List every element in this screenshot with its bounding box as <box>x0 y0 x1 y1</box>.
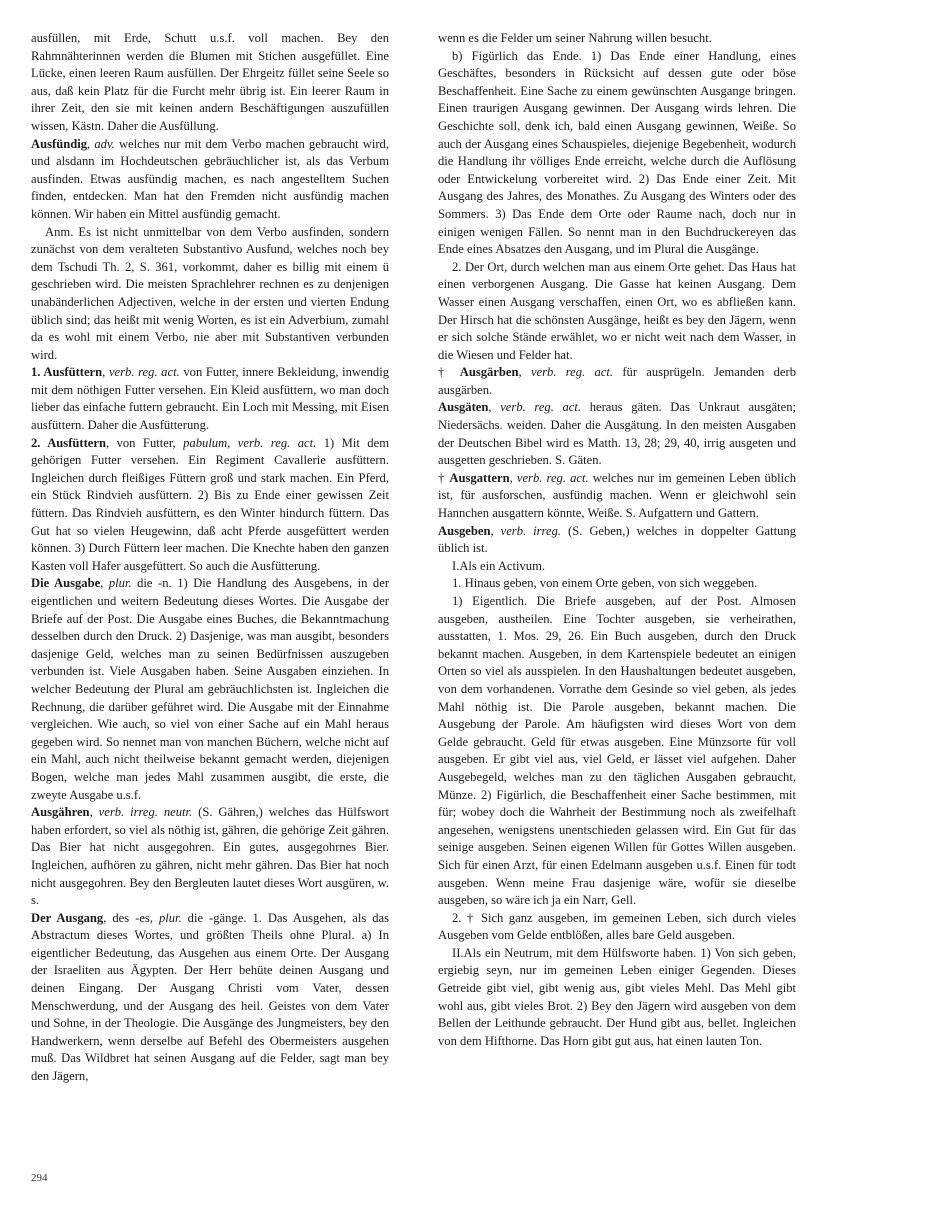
ausgang-sense-2: 2. Der Ort, durch welchen man aus einem Orte gehet. Das Haus hat einen verborgenen Ausgang. Die Gasse hat keinen Ausgang. Dem Wasser einen Ausgang verschaffen, einen Ort, wo es abfließen kann. Der Hirsch hat die schönsten Ausgänge, heißt es bey den Jägern, wenn er sich solche Stände erwählet, wo er nicht weit nach dem Wasser, in die Wiesen und Felder hat. <box>438 259 796 362</box>
entry-prefix: , <box>100 576 109 591</box>
headword: Ausgäten <box>438 400 489 415</box>
ausgeben-sense-1-detail: 1) Eigentlich. Die Briefe ausgeben, auf der Post. Almosen ausgeben, austheilen. Eine Tochter ausgeben, sie verheirathen, ausstatten, 1. Mos. 29, 26. Ein Buch ausgeben, durch den Druck bekannt machen. Ausgeben, in dem Kartenspiele bedeutet an einigen Orten so viel als ausspielen. In den Haushaltungen bedeutet ausgeben, von dem vorhandenen. Vorrathe dem Gesinde so viel geben, als jedes Mahl nöthig ist. Die Parole ausgeben, bekannt machen. Die Ausgebung der Parole. Am häufigsten wird dieses Wort von dem Gelde gebraucht. Geld für etwas ausgeben. Eine Münzsorte für voll ausgeben. Er gibt viel aus, viel Geld, er lässet viel aufgehen. Daher Ausgebegeld, welches man zu den täglichen Ausgaben gebraucht, Münze. 2) Figürlich, die Beschaffenheit einer Sache bestimmen, mit für; wobey doch die Wahrheit der Bestimmung noch als zweifelhaft angesehen, wenigstens unentschieden gelassen wird. Ein Gut für das seinige ausgeben. Seinen eigenen Willen für Gottes Willen ausgeben. Sich für einen Arzt, für einen Edelmann ausgeben u.s.f. Einen für todt ausgeben. Wenn meine Frau dasjenige wäre, wofür sie dieselbe ausgeben, so wäre ich ja ein Narr, Gell. <box>438 594 796 908</box>
headword: 1. Ausfüttern <box>31 365 103 380</box>
grammar-label: plur. <box>158 910 182 925</box>
entry-ausgaehren <box>31 804 389 910</box>
entry-body: 1) Mit dem gehörigen Futter versehen. Ein Regiment Cavallerie ausfüttern. Ingleichen durch fleißiges Füttern groß und stark machen. Ein Pferd, ein Stück Rindvieh ausfüttern. 2) Bis zu Ende einer gewissen Zeit füttern. Das Rindvieh ausfüttern, es den Winter hindurch füttern. Das Gut hat so vielen Heugewinn, daß acht Pferde ausgefüttert werden können. 3) Durch Füttern leer machen. Die Knechte haben den ganzen Kasten voll Hafer ausgefüttert. So auch die Ausfütterung. <box>31 435 389 573</box>
ausgeben-sense-1: 1. Hinaus geben, von einem Orte geben, von sich weggeben. <box>452 576 758 591</box>
headword: Ausgattern <box>449 470 510 485</box>
entry-body: (S. Geben,) welches in doppelter Gattung üblich ist. <box>438 523 797 556</box>
entry-ausgeben <box>438 523 796 558</box>
ausgeben-sense-2: 2. † Sich ganz ausgeben, im gemeinen Leben, sich durch vieles Ausgeben vom Gelde entblößen, alles bare Geld ausgeben. <box>438 910 796 943</box>
headword: Ausgähren <box>31 805 90 820</box>
grammar-label: plur. <box>108 576 132 591</box>
entry-ausgabe <box>31 575 389 804</box>
entry-prefix: , <box>509 470 517 485</box>
grammar-label: verb. reg. act. <box>530 365 614 380</box>
entry-prefix: , von Futter, <box>105 435 184 450</box>
grammar-label: verb. reg. act. <box>516 470 589 485</box>
entry-ausgattern <box>438 470 796 523</box>
page-number: 294 <box>31 1172 48 1184</box>
grammar-label: verb. irreg. <box>500 523 562 538</box>
entry-ausfuettern-2 <box>31 435 389 576</box>
ausgang-sense-b: b) Figürlich das Ende. 1) Das Ende einer Handlung, eines Geschäftes, besonders in Rücksicht auf dessen gute oder böse Beschaffenheit. Eine Sache zu einem gewünschten Ausgange bringen. Einen traurigen Ausgang gewinnen. Der Ausgang wirds lehren. Die Geschichte soll, denk ich, bald einen Ausgang gewinnen, Weiße. So auch der Ausgang eines Schauspieles, diejenige Begebenheit, wodurch die Handlung ihr völliges Ende erreicht, welche durch die Auflösung oder Entwickelung vorbereitet wird. 2) Das Ende einer Zeit. Mit Ausgang des Jahres, des Monathes. Zu Ausgang des Winters oder des Sommers. 3) Das Ende dem Orte oder Raume nach, doch nur in einigen wenigen Fällen. So nennt man in den Buchdruckereyen das Ende eines Absatzes den Ausgang, und im Plural die Ausgänge. <box>438 48 796 257</box>
dagger-mark: † <box>438 470 450 485</box>
entry-body: welches nur im gemeinen Leben üblich ist, für ausforschen, ausfündig machen. Wenn er gleichwohl sein Hannchen ausgattern könnte, Weiße. S. Aufgattern und Gattern. <box>438 470 797 521</box>
entry-body: für ausprügeln. Jemanden derb ausgärben. <box>438 365 797 397</box>
entry-ausfuettern-1: 1. Ausfüttern, verb. reg. act. von Futter, innere Bekleidung, inwendig mit dem nöthigen Futter versehen. Ein Kleid ausfüttern, wo man doch lieber das einfache futtern gebraucht. Ein Loch mit Messing, mit Eisen ausfüttern. Daher die Ausfütterung. <box>31 365 390 433</box>
grammar-label: pabulum, verb. reg. act. <box>183 435 317 450</box>
entry-prefix: , <box>490 523 501 538</box>
note-anm: Anm. Es ist nicht unmittelbar von dem Verbo ausfinden, sondern zunächst von dem veralteten Substantivo Ausfund, welches noch bey dem Tschudi Th. 2, S. 361, vorkommt, daher es billig mit einem ü geschrieben wird. Die meisten Sprachlehrer rechnen es zu denjenigen unabänderlichen Adjectiven, welche in der ersten und vierten Endung üblich sind; das heißt mit wenig Worten, es ist ein Adverbium, zumahl da es wohl mit einem Verbo, nie aber mit Substantiven verbunden wird. <box>31 224 389 362</box>
entry-prefix: , <box>89 805 99 820</box>
headword: Ausgärben <box>459 365 519 380</box>
dagger-mark: † <box>438 365 460 380</box>
continued-entry-ausfuellen: ausfüllen, mit Erde, Schutt u.s.f. voll machen. Bey den Rahmnähterinnen werden die Blumen mit Stichen ausgefüllet. Eine Lücke, einen leeren Raum ausfüllen. Der Ehrgeitz füllet seine Seele so aus, daß kein Platz für die Furcht mehr übrig ist. Ein leerer Raum in ihrer Zeit, den sie mit keinen andern Beschäftigungen auszufüllen wissen, Kästn. Daher die Ausfüllung. <box>31 31 389 133</box>
entry-body: welches nur mit dem Verbo machen gebraucht wird, und alsdann im Hochdeutschen gebräuchlicher ist, als das Verbum ausfinden. Etwas ausfündig machen, es nach angestelltem Suchen finden, entdecken. Man hat den Fremden nicht ausfündig machen können. Wir haben ein Mittel ausfündig gemacht. <box>31 136 389 221</box>
headword: Der Ausgang <box>31 910 104 925</box>
entry-prefix: , <box>488 400 501 415</box>
headword: 2. Ausfüttern <box>31 435 106 450</box>
entry-body: heraus gäten. Das Unkraut ausgäten; Niedersächs. weiden. Daher die Ausgätung. In den meisten Ausgaben der Deutschen Bibel wird es Matth. 13, 28; 29, 40, irrig ausgeten und ausgetten geschrieben. S. Gäten. <box>438 400 797 468</box>
grammar-label: verb. reg. act. <box>108 365 180 380</box>
entry-ausgaeten <box>438 399 796 469</box>
headword: Ausfündig <box>31 136 88 151</box>
headword: Die Ausgabe <box>31 576 101 591</box>
continued-entry-ausgang: wenn es die Felder um seiner Nahrung willen besucht. <box>438 31 712 45</box>
entry-ausfuendig: Ausfündig, adv. welches nur mit dem Verbo machen gebraucht wird, und alsdann im Hochdeutschen gebräuchlicher ist, als das Verbum ausfinden. Etwas ausfündig machen, es nach angestelltem Suchen finden, entdecken. Man hat den Fremden nicht ausfündig machen können. Wir haben ein Mittel ausfündig gemacht. <box>31 136 389 221</box>
entry-body: (S. Gähren,) welches das Hülfswort haben erfordert, so viel als nöthig ist, gähren, die gehörige Zeit gähren. Das Bier hat nicht ausgegohren. Ein gutes, ausgegohrnes Bier. Ingleichen, aufhören zu gähren, nicht mehr gähren. Das Bier hat noch nicht ausgegohren. Bey den Bergleuten lautet dieses Wort ausgüren, w. s. <box>31 805 389 908</box>
grammar-label: verb. reg. act. <box>500 400 582 415</box>
entry-prefix: , <box>518 365 531 380</box>
entry-body: die -n. 1) Die Handlung des Ausgebens, in der eigentlichen und weitern Bedeutung dieses Wortes. Die Ausgabe der Briefe auf der Post. Die Ausgabe eines Buches, die Bekanntmachung desselben durch den Druck. 2) Dasjenige, was man ausgibt, besonders dasjenige Geld, welches man zu seinen Bedürfnissen auszugeben verbunden ist. Viele Ausgaben haben. Seine Ausgaben einziehen. In welcher Bedeutung der Plural am gebräuchlichsten ist. Ingleichen die Rechnung, die darüber geführet wird. Die Ausgabe mit der Einnahme vergleichen. Wie auch, so viel von einer Sache auf ein Mahl heraus gegeben wird. So nennet man von manchen Büchern, welche nicht auf ein Mahl, auch nicht theilweise bekannt gemacht werden, diejenigen Bogen, welche man jedes Mahl zusammen ausgibt, die erste, die zweyte Ausgabe u.s.f. <box>31 576 390 802</box>
grammar-label: verb. irreg. neutr. <box>98 805 193 820</box>
entry-ausgaerben <box>438 364 796 399</box>
grammar-label: adv. <box>94 136 115 151</box>
entry-body: die -gänge. 1. Das Ausgehen, als das Abstractum dieses Wortes, und größten Theils ohne Plural. a) In eigentlicher Bedeutung, das Ausgehen aus einem Orte. Der Ausgang der Israeliten aus Ägypten. Der Herr behüte deinen Ausgang und deinen Eingang. Der Ausgang Christi vom Vater, dessen Menschwerdung, und der Ausgang des heil. Geistes von dem Vater und Sohne, in der Theologie. Die Ausgänge des Jungmeisters, bey den Handwerkern, wenn derselbe auf Befehl des Obermeisters ausgehen muß. Das Wildbret hat seinen Ausgang auf die Felder, sagt man bey den Jägern, <box>31 910 389 1084</box>
right-column <box>438 30 796 1050</box>
entry-body: von Futter, innere Bekleidung, inwendig mit dem nöthigen Futter versehen. Ein Kleid ausfüttern, wo man doch lieber das einfache futtern gebraucht. Ein Loch mit Messing, mit Eisen ausfüttern. Daher die Ausfütterung. <box>31 365 390 433</box>
entry-ausgang <box>31 910 389 1086</box>
headword: Ausgeben <box>438 523 491 538</box>
left-column <box>31 30 389 1086</box>
ausgeben-section-ii: II.Als ein Neutrum, mit dem Hülfsworte haben. 1) Von sich geben, ergiebig seyn, nur im gemeinen Leben einiger Gegenden. Dieses Getreide gibt viel, gibt wenig aus, gibt vieles Mehl. Das Mehl gibt wohl aus, gibt vieles Brot. 2) Bey den Jägern wird ausgeben von dem Bellen der Leithunde gebraucht. Der Hund gibt aus, bellet. Ingleichen von dem Hifthorne. Das Horn gibt gut aus, hat einen lauten Ton. <box>438 945 796 1048</box>
ausgeben-section-i: I.Als ein Activum. <box>452 558 546 573</box>
entry-prefix: , des -es, <box>103 910 159 925</box>
